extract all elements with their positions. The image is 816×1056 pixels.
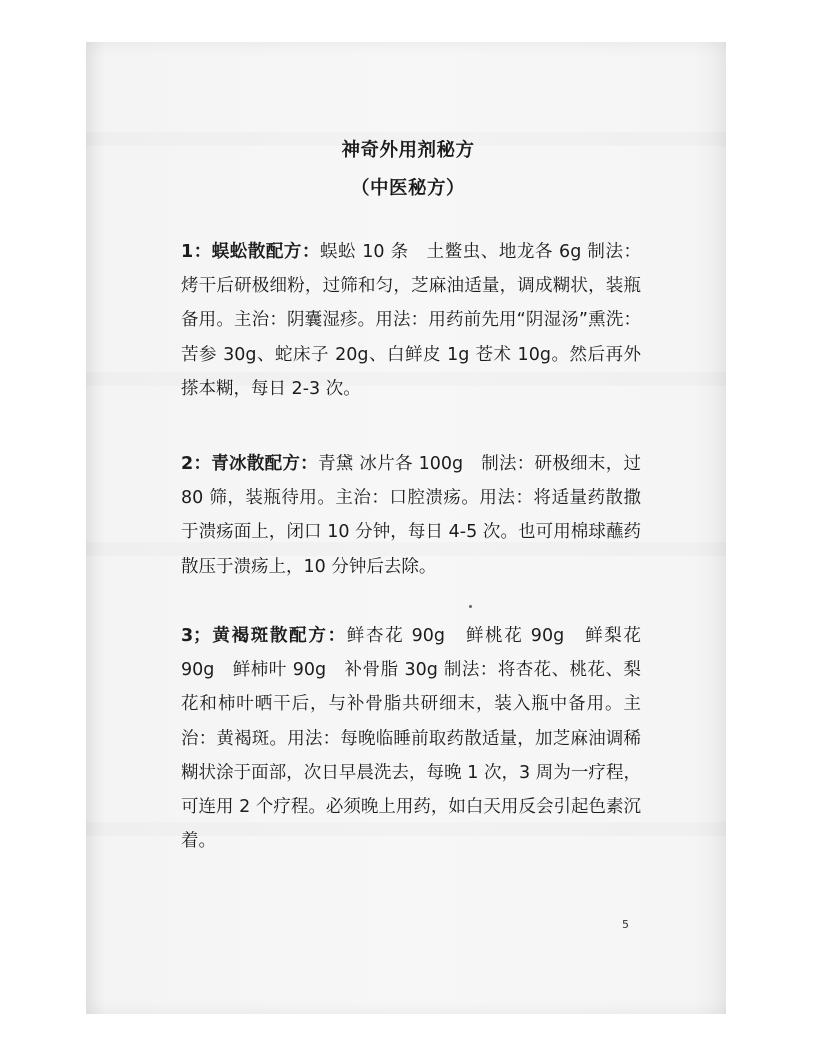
recipe-text: 蜈蚣 10 条 土鳖虫、地龙各 6g 制法：烤干后研极细粉，过筛和匀，芝麻油适量，调成糊状，装瓶备用。主治：阴囊湿疹。用法：用药前先用“阴湿汤”熏洗：苦参 30g、蛇床子 20g、白鲜皮 1g 苍术 10g。然后再外搽本糊，每日 2-3 次。 xyxy=(181,242,641,399)
recipe-section-2 xyxy=(181,447,641,584)
document-subtitle: （中医秘方） xyxy=(350,178,465,199)
recipe-label: 2：青冰散配方： xyxy=(181,454,318,474)
recipe-label: 3；黄褐斑散配方： xyxy=(181,626,347,646)
page-number: 5 xyxy=(622,918,629,931)
recipe-text: 鲜杏花 90g 鲜桃花 90g 鲜梨花 90g 鲜柿叶 90g 补骨脂 30g 制法：将杏花、桃花、梨花和柿叶晒干后，与补骨脂共研细末，装入瓶中备用。主治：黄褐斑。用法：每晚临睡前取药散适量，加芝麻油调稀糊状涂于面部，次日早晨洗去，每晚 1 次，3 周为一疗程，可连用 2 个疗程。必须晚上用药，如白天用反会引起色素沉着。 xyxy=(181,626,641,852)
recipe-text: 青黛 冰片各 100g 制法：研极细末，过 80 筛，装瓶待用。主治：口腔溃疡。用法：将适量药散撒于溃疡面上，闭口 10 分钟，每日 4-5 次。也可用棉球蘸药散压于溃疡上，10 分钟后去除。 xyxy=(181,454,641,577)
recipe-section-3 xyxy=(181,619,641,858)
recipe-section-1 xyxy=(181,235,641,406)
recipe-label: 1：蜈蚣散配方： xyxy=(181,242,321,262)
document-title: 神奇外用剂秘方 xyxy=(341,140,475,161)
scan-speck xyxy=(469,605,472,608)
